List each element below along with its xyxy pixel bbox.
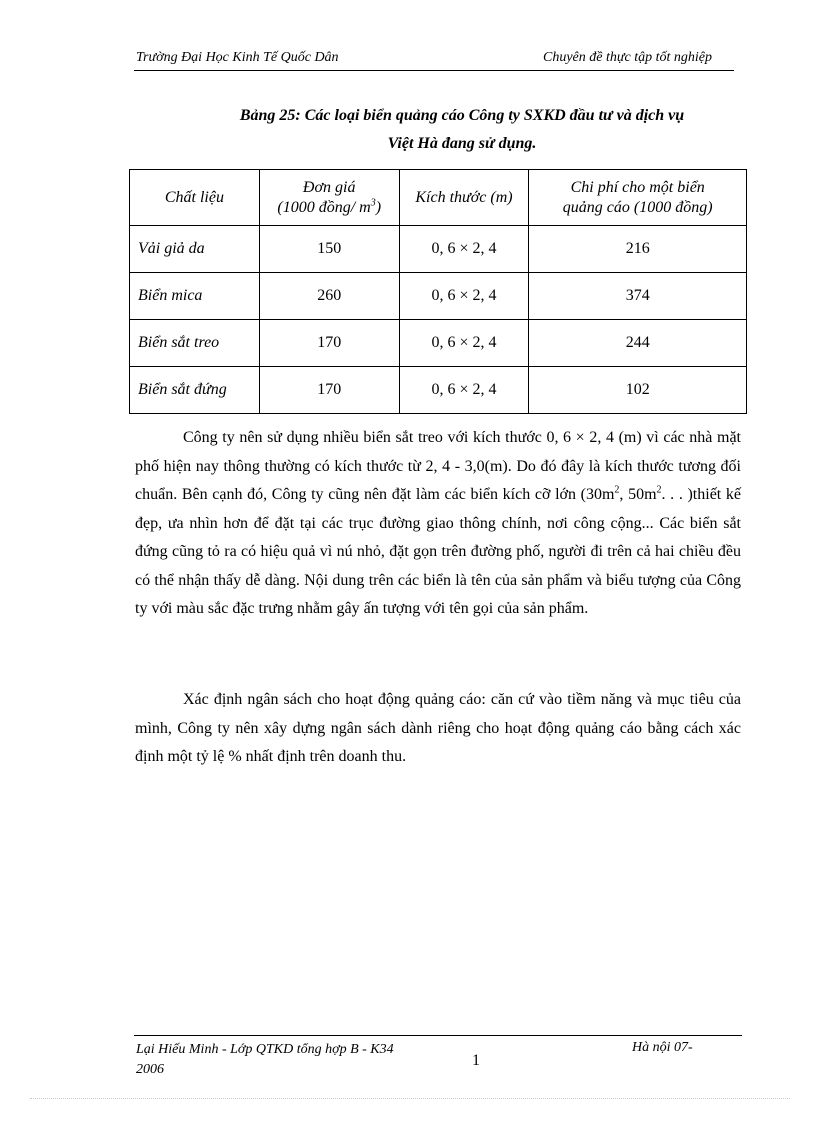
footer-year: 2006: [136, 1062, 164, 1077]
cell-size: 0, 6 × 2, 4: [399, 273, 529, 320]
cell-size: 0, 6 × 2, 4: [399, 367, 529, 414]
paragraph-1-text-b: , 50m: [619, 486, 657, 503]
cell-material: Biển sắt treo: [130, 320, 260, 367]
paragraph-1-text-c: . . . )thiết kế đẹp, ưa nhìn hơn để đặt tại các trục đường giao thông chính, nơi công cộng... Các biển sắt đứng cũng tỏ ra có hiệu quả vì nú nhỏ, đặt gọn trên đường phố, người đi trên cả hai chiều đều có thể nhận thấy dễ dàng. Nội dung trên các biển là tên của sản phẩm và biểu tượng của Công ty với màu sắc đặc trưng nhằm gây ấn tượng với tên gọi của sản phẩm.: [135, 486, 741, 617]
page-header: [134, 48, 734, 71]
header-cost-line-1: Chi phí cho một biển: [570, 178, 705, 196]
paragraph-1-sup-2: 2: [656, 484, 662, 496]
header-unit-price: [259, 170, 399, 226]
caption-line-1: Bảng 25: Các loại biển quảng cáo Công ty SXKD đầu tư và dịch vụ: [239, 107, 685, 124]
cell-material: Biển sắt đứng: [130, 367, 260, 414]
cell-size: 0, 6 × 2, 4: [399, 320, 529, 367]
cell-size: 0, 6 × 2, 4: [399, 226, 529, 273]
header-price-line-2: (1000 đồng/ m: [277, 198, 371, 216]
page-number: 1: [472, 1052, 480, 1069]
page-bottom-rule: [30, 1098, 790, 1099]
header-price-end: ): [375, 198, 382, 216]
header-university: Trường Đại Học Kinh Tế Quốc Dân: [136, 50, 339, 65]
page-footer: [134, 1035, 742, 1077]
header-report-title: Chuyên đề thực tập tốt nghiệp: [543, 50, 712, 65]
caption-line-2: Việt Hà đang sử dụng.: [387, 135, 537, 152]
cell-price: 150: [259, 226, 399, 273]
table-row: [130, 226, 747, 273]
cell-price: 170: [259, 367, 399, 414]
cell-cost: 102: [529, 367, 747, 414]
header-material: Chất liệu: [130, 170, 260, 226]
cell-cost: 244: [529, 320, 747, 367]
table-row: [130, 320, 747, 367]
table-caption: [150, 102, 774, 158]
billboard-table: [129, 169, 747, 414]
paragraph-2: [135, 686, 741, 772]
cell-cost: 216: [529, 226, 747, 273]
cell-price: 260: [259, 273, 399, 320]
header-price-line-1: Đơn giá: [302, 178, 356, 196]
table-row: [130, 273, 747, 320]
paragraph-1-sup-1: 2: [614, 484, 620, 496]
footer-author: Lại Hiếu Minh - Lớp QTKD tổng hợp B - K34: [136, 1042, 394, 1057]
footer-author-block: [136, 1040, 456, 1080]
table-row: [130, 367, 747, 414]
header-cost: [529, 170, 747, 226]
footer-place-date: Hà nội 07-: [632, 1040, 693, 1055]
header-cost-line-2: quảng cáo (1000 đồng): [562, 198, 713, 216]
cell-cost: 374: [529, 273, 747, 320]
paragraph-1: [135, 424, 741, 624]
table-header-row: [130, 170, 747, 226]
paragraph-2-text: Xác định ngân sách cho hoạt động quảng cáo: căn cứ vào tiềm năng và mục tiêu của mình, Công ty nên xây dựng ngân sách dành riêng cho hoạt động quảng cáo bằng cách xác định một tỷ lệ % nhất định trên doanh thu.: [135, 691, 741, 765]
header-price-sup: 3: [370, 197, 376, 209]
cell-price: 170: [259, 320, 399, 367]
header-size: Kích thước (m): [399, 170, 529, 226]
cell-material: Vải giả da: [130, 226, 260, 273]
paragraph-1-text-a: Công ty nên sử dụng nhiều biển sắt treo với kích thước 0, 6 × 2, 4 (m) vì các nhà mặt phố hiện nay thông thường có kích thước từ 2, 4 - 3,0(m). Do đó đây là kích thước tương đối chuẩn. Bên cạnh đó, Công ty cũng nên đặt làm các biển kích cỡ lớn (30m: [135, 429, 741, 503]
cell-material: Biển mica: [130, 273, 260, 320]
